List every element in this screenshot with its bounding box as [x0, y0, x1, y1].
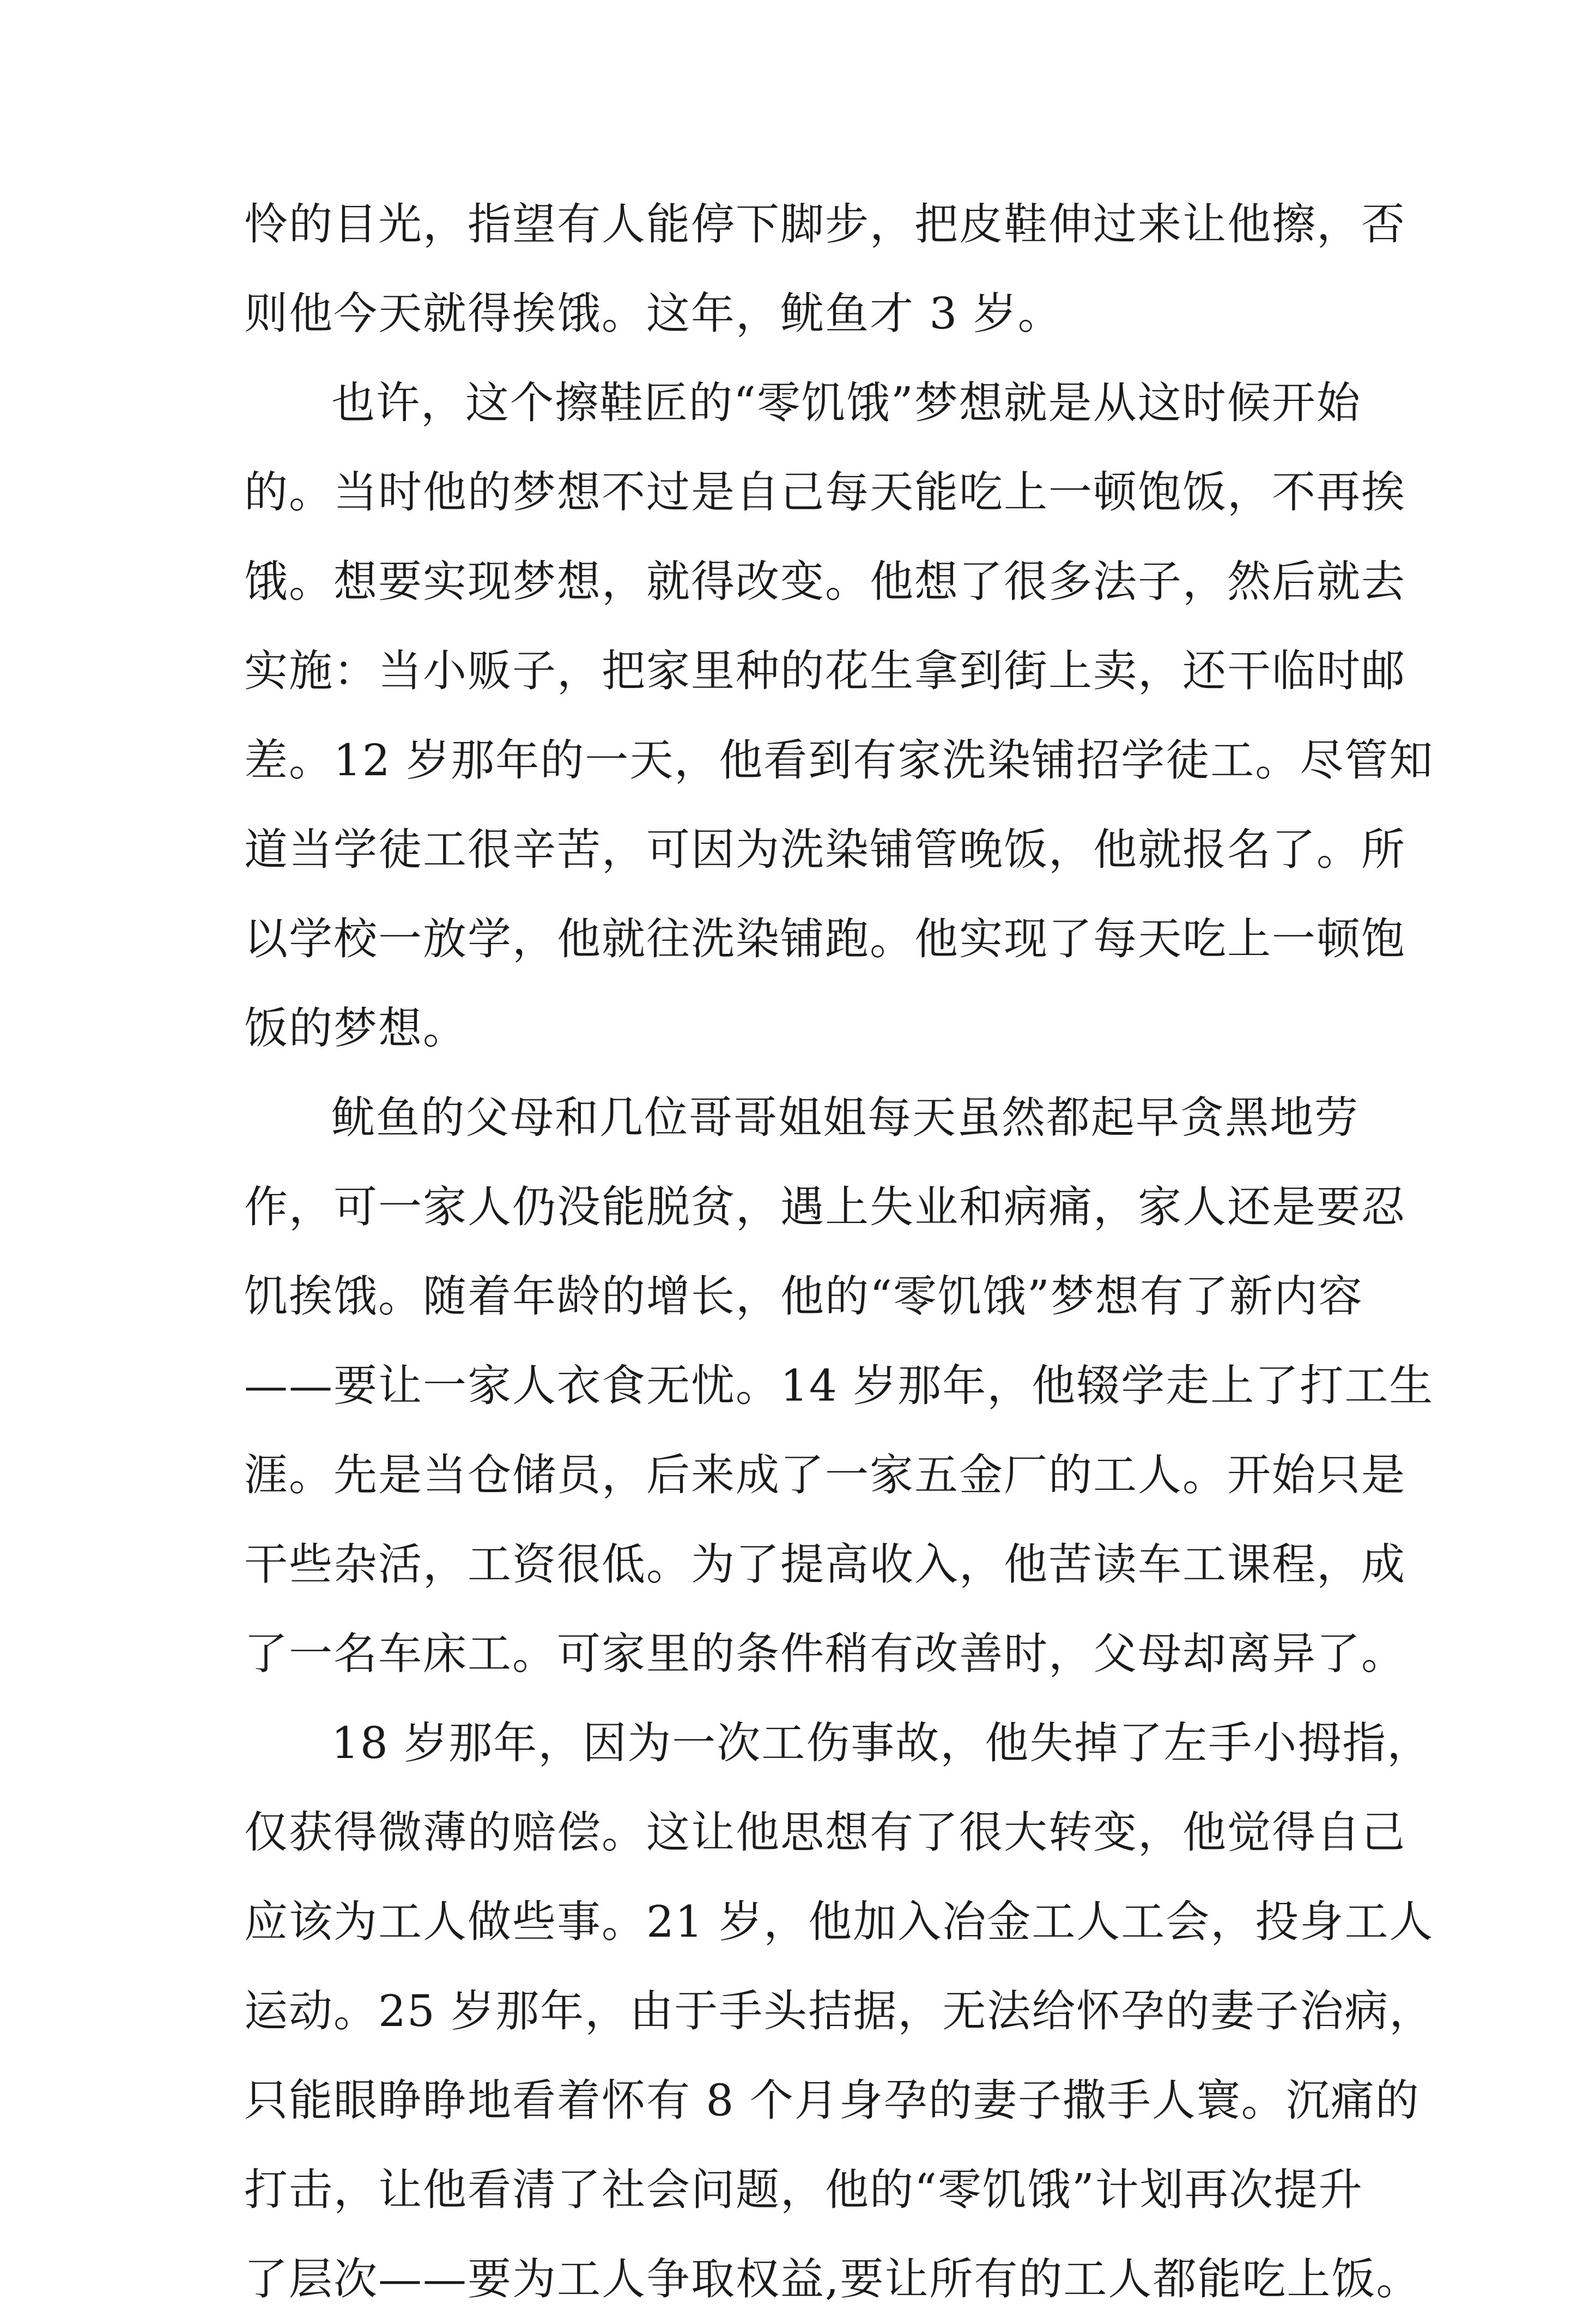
- text-line: 差。12 岁那年的一天，他看到有家洗染铺招学徒工。尽管知: [244, 735, 1434, 786]
- text-line: 仅获得微薄的赔偿。这让他思想有了很大转变，他觉得自己: [244, 1807, 1406, 1858]
- text-line: 也许，这个擦鞋匠的“零饥饿”梦想就是从这时候开始: [331, 378, 1361, 428]
- text-line: 鱿鱼的父母和几位哥哥姐姐每天虽然都起早贪黑地劳: [331, 1092, 1359, 1143]
- text-line: 干些杂活，工资很低。为了提高收入，他苦读车工课程，成: [244, 1539, 1406, 1590]
- text-line: 则他今天就得挨饿。这年，鱿鱼才 3 岁。: [244, 288, 1063, 339]
- text-line: 了一名车床工。可家里的条件稍有改善时，父母却离异了。: [244, 1628, 1406, 1679]
- text-line: 道当学徒工很辛苦，可因为洗染铺管晚饭，他就报名了。所: [244, 824, 1406, 875]
- text-line: 18 岁那年，因为一次工伤事故，他失掉了左手小拇指，: [331, 1718, 1432, 1768]
- text-line: 饭的梦想。: [244, 1003, 468, 1054]
- text-line: 饿。想要实现梦想，就得改变。他想了很多法子，然后就去: [244, 556, 1406, 607]
- text-line: 打击，让他看清了社会问题，他的“零饥饿”计划再次提升: [244, 2164, 1363, 2215]
- document-body: [244, 180, 1434, 2324]
- text-line: 实施：当小贩子，把家里种的花生拿到街上卖，还干临时邮: [244, 646, 1406, 696]
- text-line: 涯。先是当仓储员，后来成了一家五金厂的工人。开始只是: [244, 1450, 1406, 1500]
- text-line: 运动。25 岁那年，由于手头拮据，无法给怀孕的妻子治病，: [244, 1986, 1434, 2036]
- text-line: 怜的目光，指望有人能停下脚步，把皮鞋伸过来让他擦，否: [244, 199, 1406, 250]
- text-line: 作，可一家人仍没能脱贫，遇上失业和病痛，家人还是要忍: [244, 1182, 1406, 1232]
- text-line: 了层次——要为工人争取权益,要让所有的工人都能吃上饭。: [244, 2254, 1421, 2304]
- text-line: 饥挨饿。随着年龄的增长，他的“零饥饿”梦想有了新内容: [244, 1271, 1363, 1322]
- text-line: 应该为工人做些事。21 岁，他加入冶金工人工会，投身工人: [244, 1896, 1434, 1947]
- text-line: 只能眼睁睁地看着怀有 8 个月身孕的妻子撒手人寰。沉痛的: [244, 2075, 1420, 2126]
- text-line: 的。当时他的梦想不过是自己每天能吃上一顿饱饭，不再挨: [244, 467, 1406, 518]
- text-line: ——要让一家人衣食无忧。14 岁那年，他辍学走上了打工生: [244, 1360, 1434, 1411]
- text-line: 以学校一放学，他就往洗染铺跑。他实现了每天吃上一顿饱: [244, 914, 1406, 964]
